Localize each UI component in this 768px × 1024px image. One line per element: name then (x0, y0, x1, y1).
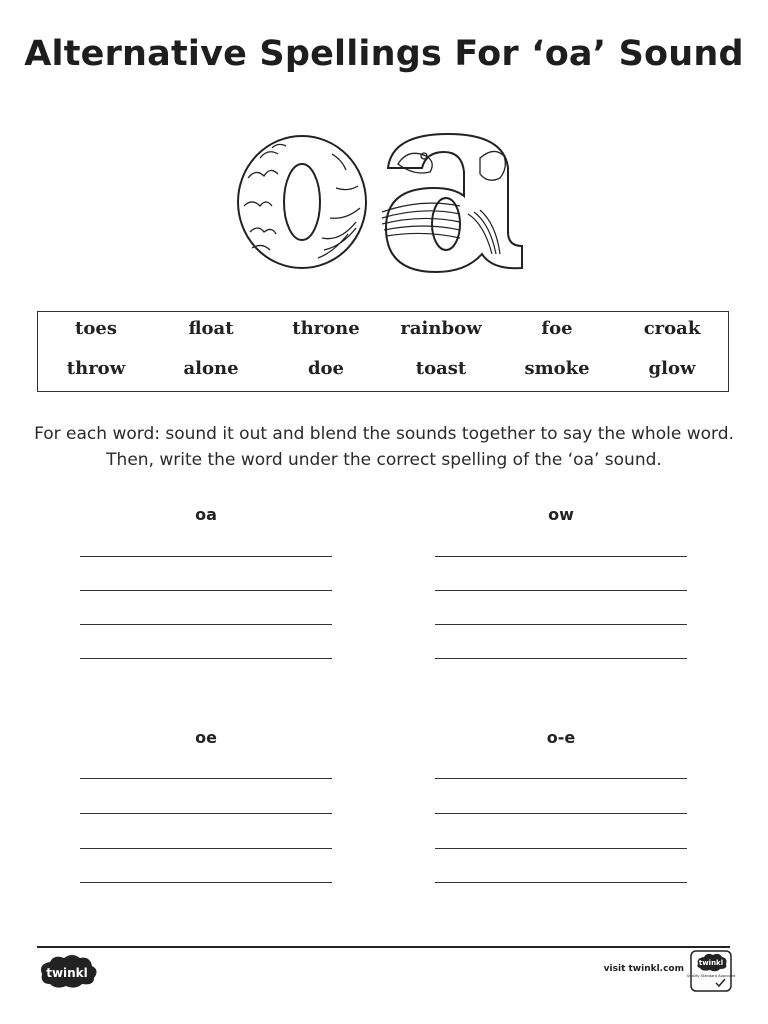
answer-line[interactable] (80, 590, 332, 591)
answer-line[interactable] (80, 778, 332, 779)
answer-line[interactable] (80, 624, 332, 625)
answer-line[interactable] (435, 813, 687, 814)
word-bank-word: float (188, 318, 234, 339)
answer-line[interactable] (435, 624, 687, 625)
word-bank-word: throne (292, 318, 360, 339)
word-bank (37, 311, 729, 392)
answer-line[interactable] (80, 556, 332, 557)
answer-line[interactable] (435, 778, 687, 779)
answer-line[interactable] (80, 813, 332, 814)
oa-letters-illustration (232, 128, 538, 272)
word-bank-word: croak (643, 318, 701, 339)
answer-line[interactable] (435, 556, 687, 557)
word-bank-word: doe (307, 358, 345, 379)
word-bank-row (38, 358, 728, 388)
word-bank-word: rainbow (400, 318, 482, 339)
badge-text: twinkl (698, 959, 724, 967)
word-bank-row (38, 318, 728, 348)
word-bank-word: toast (415, 358, 467, 379)
badge-caption: Quality Standard Approved (686, 974, 736, 978)
quality-badge-icon (686, 950, 736, 992)
twinkl-logo-icon (36, 954, 98, 990)
answer-line[interactable] (80, 658, 332, 659)
word-bank-word: glow (648, 358, 696, 379)
word-bank-word: toes (75, 318, 117, 339)
column-heading-ow: ow (548, 505, 574, 524)
answer-line[interactable] (435, 882, 687, 883)
word-bank-word: smoke (524, 358, 590, 379)
word-bank-word: throw (66, 358, 126, 379)
instructions-text: For each word: sound it out and blend the sounds together to say the whole word. Then, write the word under the correct spelling of the ‘oa’ sound. (34, 424, 734, 470)
answer-line[interactable] (435, 848, 687, 849)
footer-divider (37, 946, 730, 948)
column-heading-oe: oe (195, 728, 217, 747)
column-heading-oa: oa (195, 505, 217, 524)
answer-line[interactable] (435, 658, 687, 659)
column-heading-o-e: o-e (546, 728, 576, 747)
word-bank-word: alone (183, 358, 239, 379)
answer-line[interactable] (435, 590, 687, 591)
answer-line[interactable] (80, 848, 332, 849)
logo-text: twinkl (46, 966, 88, 980)
word-bank-word: foe (541, 318, 573, 339)
answer-line[interactable] (80, 882, 332, 883)
page-title: Alternative Spellings For ‘oa’ Sound (24, 34, 744, 74)
footer-visit-link[interactable]: visit twinkl.com (603, 964, 684, 974)
